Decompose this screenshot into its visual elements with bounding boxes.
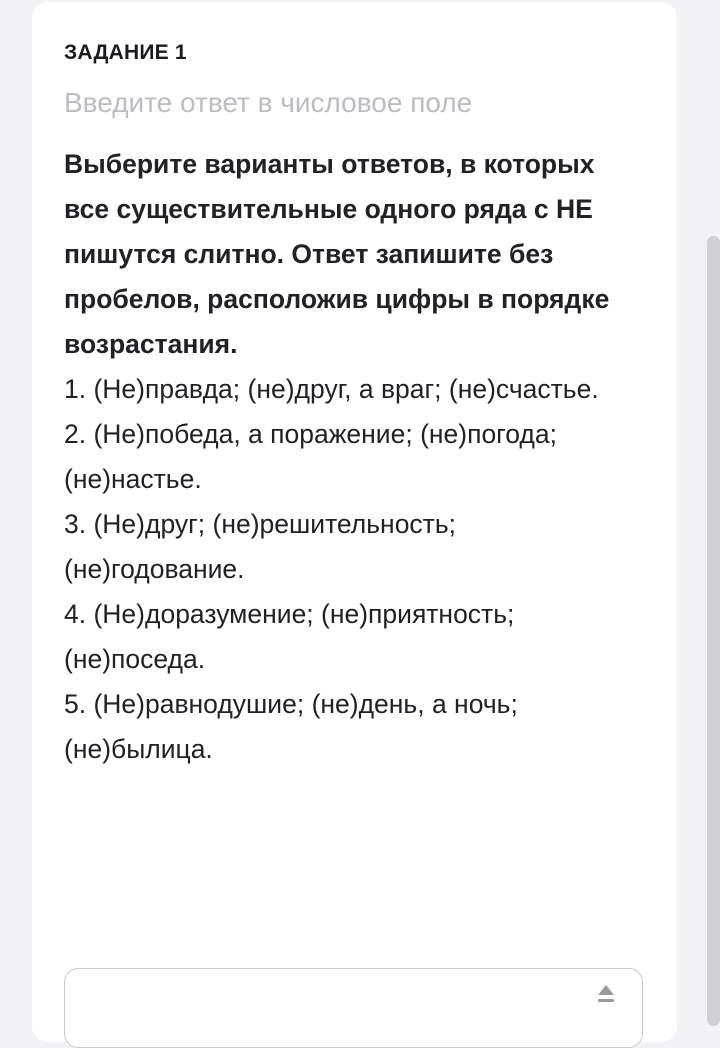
task-card	[32, 2, 677, 1042]
stepper-up-arrow-icon[interactable]	[598, 985, 614, 995]
number-stepper-icon[interactable]	[596, 985, 616, 1025]
task-title: ЗАДАНИЕ 1	[64, 41, 187, 64]
answer-option: 5. (Не)равнодушие; (не)день, а ночь; (не)былица.	[64, 689, 518, 764]
answer-input[interactable]	[81, 979, 585, 1021]
answer-option: 4. (Не)доразумение; (не)приятность; (не)поседа.	[64, 599, 515, 674]
answer-option: 2. (Не)победа, а поражение; (не)погода; (не)настье.	[64, 419, 557, 494]
answer-option: 1. (Не)правда; (не)друг, а враг; (не)счастье.	[64, 374, 599, 404]
answer-field[interactable]	[64, 968, 643, 1048]
scrollbar[interactable]	[707, 236, 720, 1026]
task-hint: Введите ответ в числовое поле	[64, 87, 473, 118]
answer-option: 3. (Не)друг; (не)решительность; (не)годование.	[64, 509, 456, 584]
stepper-bar-icon	[598, 999, 614, 1002]
question-text	[64, 142, 639, 772]
question-prompt: Выберите варианты ответов, в которых все существительные одного ряда с НЕ пишутся слитно. Ответ запишите без пробелов, расположив цифры в порядке возрастания.	[64, 149, 610, 359]
